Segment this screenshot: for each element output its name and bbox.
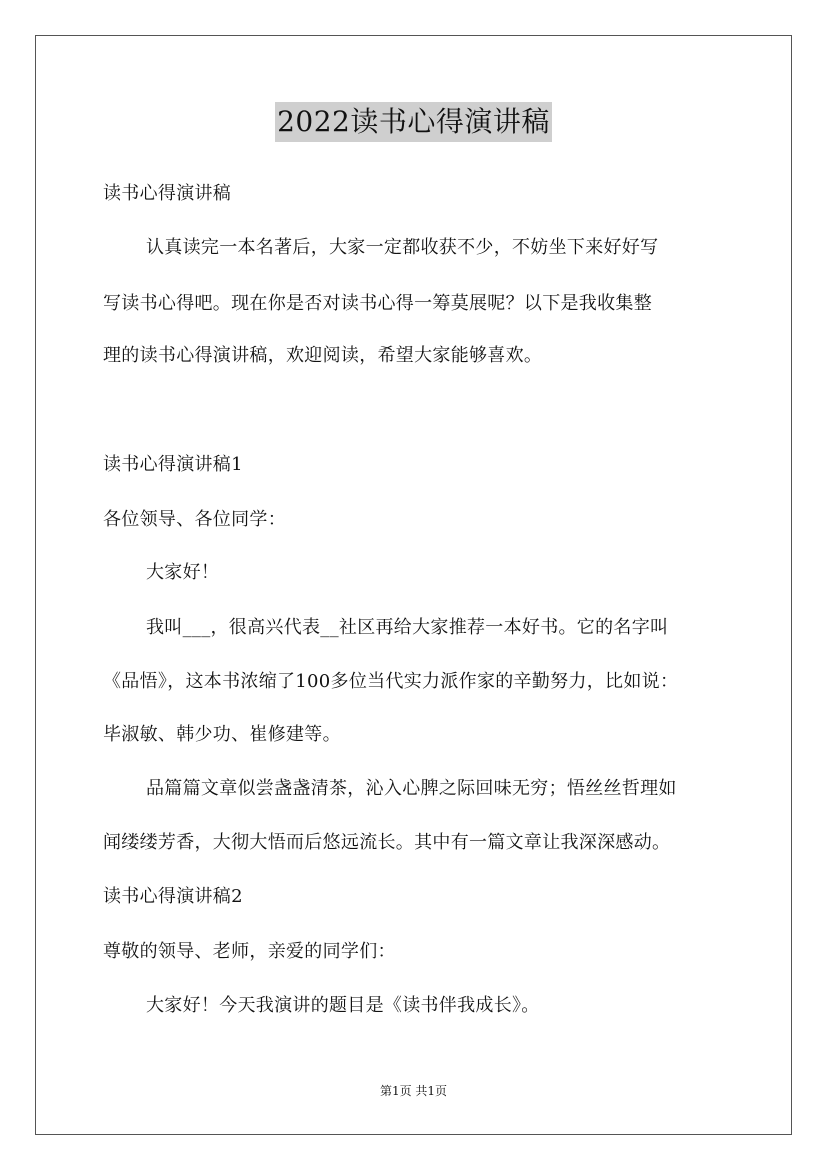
document-title: 2022读书心得演讲稿 [275, 102, 552, 142]
paragraph-line: 写读书心得吧。现在你是否对读书心得一筹莫展呢？以下是我收集整 [103, 293, 652, 314]
salutation-line: 各位领导、各位同学： [103, 509, 286, 530]
paragraph-line: 我叫___，很高兴代表__社区再给大家推荐一本好书。它的名字叫 [146, 617, 669, 638]
paragraph-line: 闻缕缕芳香，大彻大悟而后悠远流长。其中有一篇文章让我深深感动。 [103, 832, 671, 853]
paragraph-line: 毕淑敏、韩少功、崔修建等。 [103, 724, 341, 745]
greeting-line: 大家好！ [146, 562, 220, 583]
section-heading-2: 读书心得演讲稿2 [103, 886, 243, 907]
greeting-line: 大家好！今天我演讲的题目是《读书伴我成长》。 [146, 995, 540, 1016]
paragraph-line: 认真读完一本名著后，大家一定都收获不少，不妨坐下来好好写 [146, 237, 659, 258]
salutation-line: 尊敬的领导、老师，亲爱的同学们： [103, 941, 396, 962]
paragraph-line: 《品悟》，这本书浓缩了100多位当代实力派作家的辛勤努力，比如说： [103, 671, 679, 692]
paragraph-line: 理的读书心得演讲稿，欢迎阅读，希望大家能够喜欢。 [103, 345, 543, 366]
section-heading-1: 读书心得演讲稿1 [103, 454, 243, 475]
page-footer: 第1页 共1页 [379, 1084, 448, 1098]
title-container [0, 102, 827, 142]
heading-line: 读书心得演讲稿 [103, 183, 232, 204]
paragraph-line: 品篇篇文章似尝盏盏清茶，沁入心脾之际回味无穷；悟丝丝哲理如 [146, 778, 677, 799]
